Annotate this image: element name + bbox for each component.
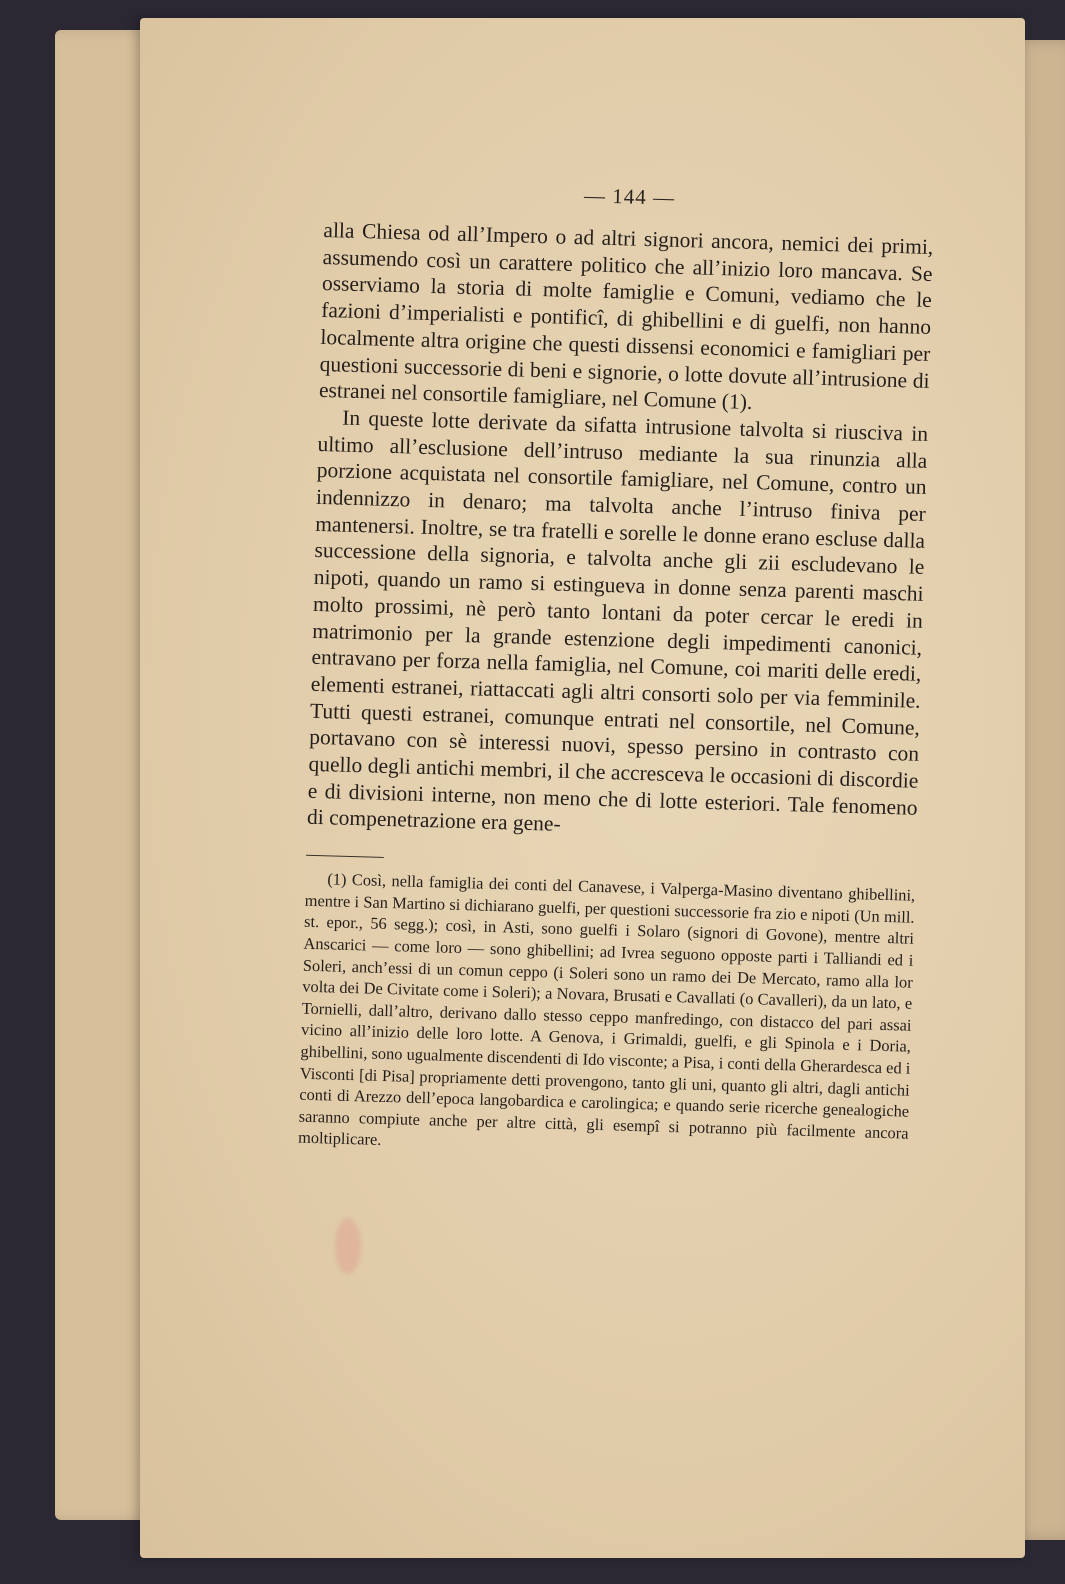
paper-stain — [335, 1218, 361, 1274]
paragraph-1: alla Chiesa od all’Impero o ad altri signori ancora, nemici dei primi, assumendo così un carattere politico che all’inizio loro mancava. Se osserviamo la storia di molte famiglie e Comuni, vediamo che le fazioni d’imperialisti e pontificî, di ghibellini e di guelfi, non hanno localmente altra origine che questi dissensi economici e famigliari per questioni successorie di beni e signorie, o lotte dovute all’intrusione di estranei nel consortile famigliare, nel Comune (1). — [318, 217, 934, 415]
paragraph-2: In queste lotte derivate da sifatta intrusione talvolta si riusciva in ultimo all’esclusione dell’intruso mediante la sua rinunzia alla porzione acquistata nel consortile famigliare, nel Comune, contro un indennizzo in denaro; ma talvolta anche l’intruso finiva per mantenersi. Inoltre, se tra fratelli e sorelle le donne erano escluse dalla successione della signoria, e talvolta anche gli zii escludevano le nipoti, quando un ramo si estingueva in donne senza parenti maschi molto prossimi, nè però tanto lontani da poter cercar le eredi in matrimonio per la grande estenzione degli impedimenti canonici, entravano per forza nella famiglia, nel Comune, coi mariti delle eredi, elementi estranei, riattaccati agli altri consorti solo per via femminile. Tutti questi estranei, comunque entrati nel consortile, nel Comune, portavano con sè interessi nuovi, spesso persino in contrasto con quello degli antichi membri, il che accresceva le occasioni di discordie e di divisioni interne, non meno che di lotte esteriori. Tale fenomeno di compenetrazione era gene- — [306, 405, 929, 837]
page-number: — 144 — — [583, 183, 676, 210]
body-text — [307, 217, 934, 848]
footnote-divider — [306, 855, 384, 858]
book-page — [140, 18, 1025, 1558]
footnote-1: (1) Così, nella famiglia dei conti del Canavese, i Valperga-Masino diventano ghibellini, mentre i San Martino si dichiarano guelfi, per questioni successorie fra zio e nipoti (Un mill. st. epor., 56 segg.); così, in Asti, sono guelfi i Solaro (signori di Govone), mentre altri Anscarici — come loro — sono ghibellini; ad Ivrea seguono opposte parti i Talliandi ed i Soleri, anch’essi di un comun ceppo (i Soleri sono un ramo dei De Mercato, ramo alla lor volta dei De Civitate come i Soleri); a Novara, Brusati e Cavallati (o Cavalleri), da un lato, e Tornielli, dall’altro, derivano dallo stesso ceppo manfredingo, con distacco del pari assai vicino all’inizio delle loro lotte. A Genova, i Grimaldi, guelfi, e gli Spinola e i Doria, ghibellini, sono ugualmente discendenti di Ido visconte; a Pisa, i conti della Gherardesca ed i Visconti [di Pisa] propriamente detti provengono, tanto gli uni, quanto gli altri, dagli antichi conti di Arezzo dell’epoca langobardica e carolingica; e quando serie ricerche genealogiche saranno compiute anche per altre città, gli esempî si potranno più facilmente ancora moltiplicare. — [297, 869, 916, 1150]
page-content — [298, 176, 935, 1166]
